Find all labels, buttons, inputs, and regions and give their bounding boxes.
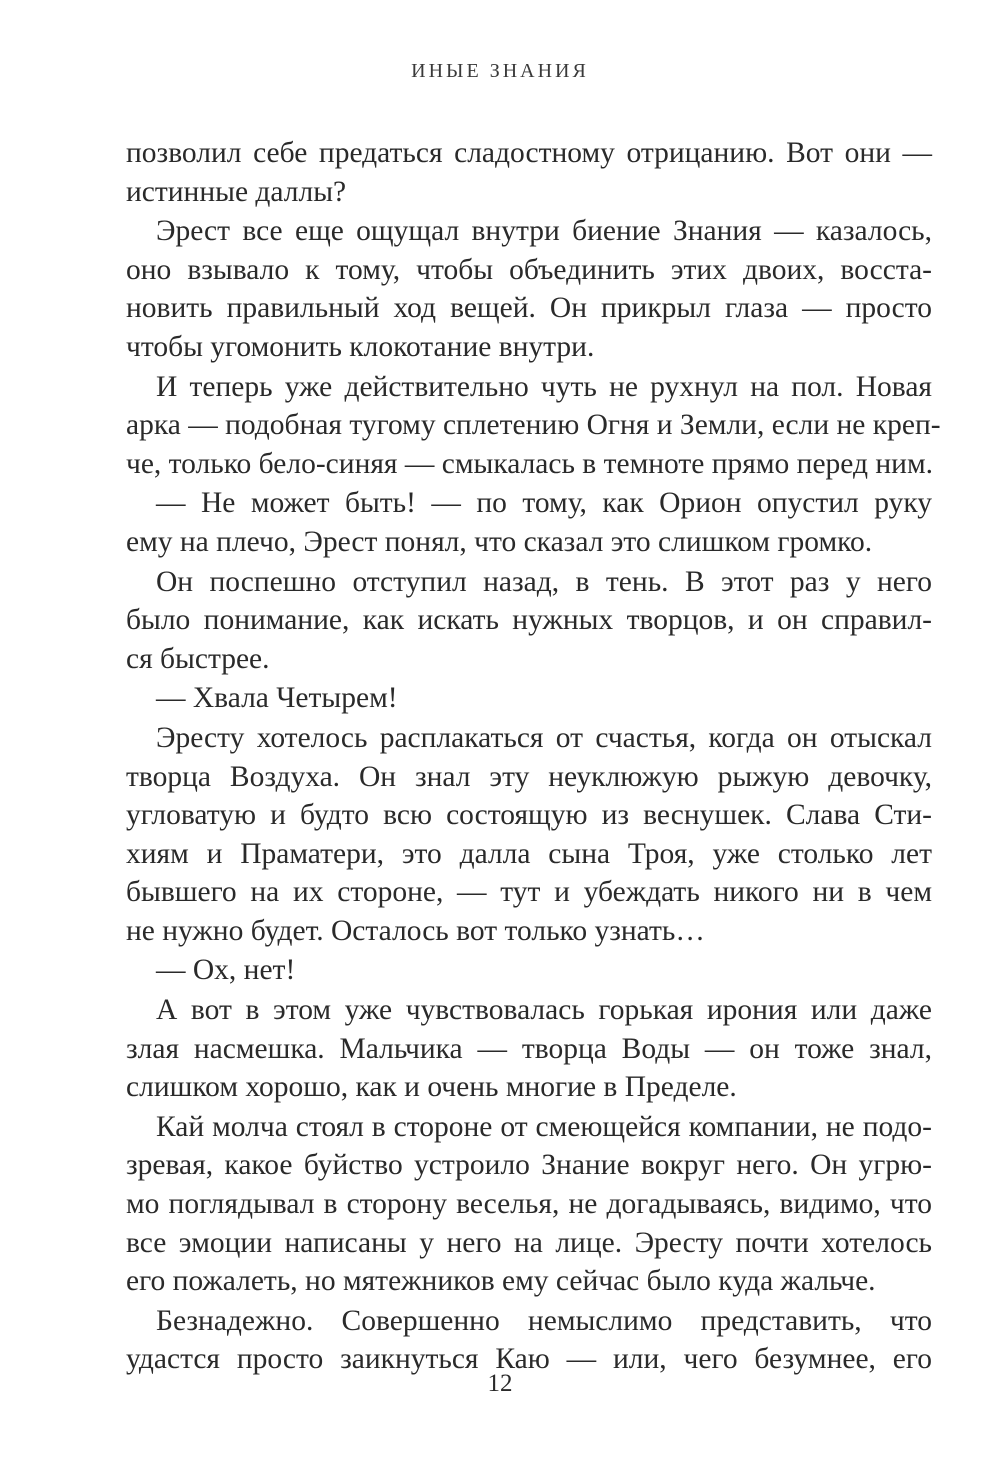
text-line: Эрест все еще ощущал внутри биение Знания — казалось, [156, 215, 932, 248]
text-line: ему на плечо, Эрест понял, что сказал это слишком громко. [126, 525, 873, 558]
text-line: злая насмешка. Мальчика — творца Воды — он тоже знал, [126, 1032, 932, 1065]
text-line: все эмоции написаны у него на лице. Эресту почти хотелось [126, 1226, 932, 1259]
text-line: — Не может быть! — по тому, как Орион опустил руку [156, 487, 932, 520]
text-line: Безнадежно. Совершенно немыслимо представить, что [156, 1304, 932, 1337]
text-line: — Хвала Четырем! [156, 682, 398, 715]
text-line: новить правильный ход вещей. Он прикрыл глаза — просто [126, 292, 932, 325]
text-line: хиям и Праматери, это далла сына Троя, уже столько лет [126, 837, 932, 870]
text-line: истинные даллы? [126, 175, 347, 208]
text-line: позволил себе предаться сладостному отрицанию. Вот они — [126, 137, 932, 169]
text-line: — Ох, нет! [156, 954, 296, 987]
text-line: арка — подобная тугому сплетению Огня и Земли, если не креп- [126, 409, 941, 442]
text-line: удастся просто заикнуться Каю — или, чего безумнее, его [126, 1343, 932, 1376]
text-line: было понимание, как искать нужных творцов, и он справил- [126, 604, 932, 637]
text-line: угловатую и будто всю состоящую из веснушек. Слава Сти- [126, 799, 932, 832]
running-head: ИНЫЕ ЗНАНИЯ [411, 60, 589, 82]
text-line: оно взывало к тому, чтобы объединить этих двоих, восста- [126, 253, 932, 286]
text-line: слишком хорошо, как и очень многие в Пределе. [126, 1071, 737, 1104]
text-line: Кай молча стоял в стороне от смеющейся компании, не подо- [156, 1110, 932, 1143]
text-line: Он поспешно отступил назад, в тень. В этот раз у него [156, 565, 932, 598]
text-line: А вот в этом уже чувствовалась горькая ирония или даже [156, 994, 932, 1027]
text-line: И теперь уже действительно чуть не рухнул на пол. Новая [156, 370, 932, 403]
text-line: его пожалеть, но мятежников ему сейчас было куда жальче. [126, 1265, 876, 1298]
text-line: че, только бело-синяя — смыкалась в темноте прямо перед ним. [126, 447, 934, 480]
text-line: бывшего на их стороне, — тут и убеждать никого ни в чем [126, 876, 932, 909]
text-line: Эресту хотелось расплакаться от счастья, когда он отыскал [156, 721, 932, 754]
page-number: 12 [487, 1370, 513, 1397]
text-line: творца Воздуха. Он знал эту неуклюжую рыжую девочку, [126, 760, 932, 793]
text-line: не нужно будет. Осталось вот только узнать… [126, 914, 705, 947]
text-line: мо поглядывал в сторону веселья, не догадываясь, видимо, что [126, 1188, 932, 1221]
text-line: зревая, какое буйство устроило Знание вокруг него. Он угрю- [126, 1149, 932, 1182]
body-text [126, 134, 941, 1379]
text-line: ся быстрее. [126, 642, 270, 675]
text-line: чтобы угомонить клокотание внутри. [126, 330, 595, 363]
